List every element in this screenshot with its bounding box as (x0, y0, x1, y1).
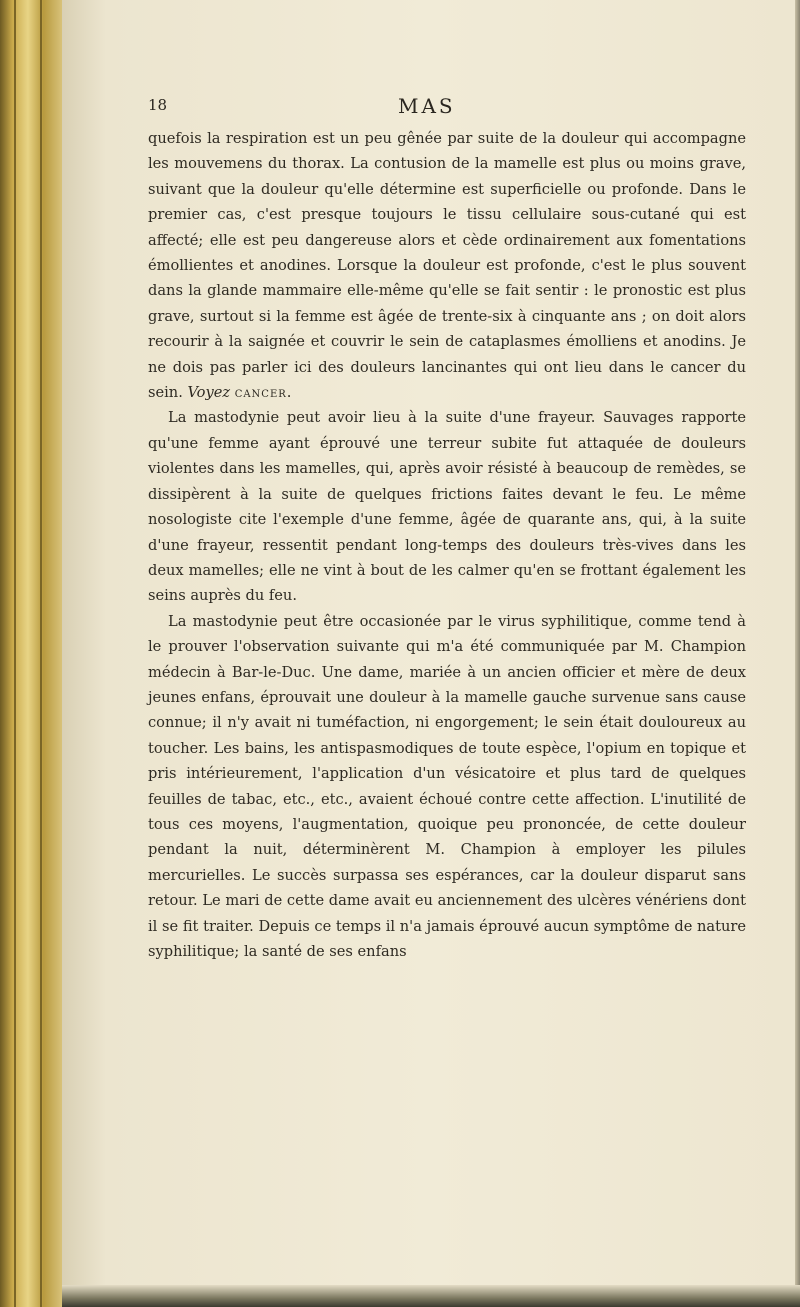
spine-rule (14, 0, 16, 1307)
spine-rule (40, 0, 42, 1307)
running-head: MAS (398, 94, 456, 118)
page-number: 18 (148, 96, 168, 114)
book-spine (0, 0, 62, 1307)
cross-reference-target: cancer. (234, 384, 293, 402)
paragraph: La mastodynie peut être occasionée par le virus syphilitique, comme tend à le prouver l'observation suivante qui m'a été communiquée par M. Champion médecin à Bar-le-Duc. Une dame, mariée à un ancien officier et mère de deux jeunes enfans, éprouvait une douleur à la mamelle gauche survenue sans cause connue; il n'y avait ni tuméfaction, ni engorgement; le sein était douloureux au toucher. Les bains, les antispasmodiques de toute espèce, l'opium en topique et pris intérieurement, l'application d'un vésicatoire et plus tard de quelques feuilles de tabac, etc., etc., avaient échoué contre cette affection. L'inutilité de tous ces moyens, l'augmentation, quoique peu prononcée, de cette douleur pendant la nuit, déterminèrent M. Champion à employer les pilules mercurielles. Le succès surpassa ses espérances, car la douleur disparut sans retour. Le mari de cette dame avait eu anciennement des ulcères vénériens dont il se fit traiter. Depuis ce temps il n'a jamais éprouvé aucun symptôme de nature syphilitique; la santé de ses enfans (148, 612, 746, 960)
paragraph-text: quefois la respiration est un peu gênée par suite de la douleur qui accompagne les mouvemens du thorax. La contusion de la mamelle est plus ou moins grave, suivant que la douleur qu'elle détermine est superficielle ou profonde. Dans le premier cas, c'est presque toujours le tissu cellulaire sous-cutané qui est affecté; elle est peu dangereuse alors et cède ordinairement aux fomentations émollientes et anodines. Lorsque la douleur est profonde, c'est le plus souvent dans la glande mammaire elle-même qu'elle se fait sentir : le pronostic est plus grave, surtout si la femme est âgée de trente-six à cinquante ans ; on doit alors recourir à la saignée et couvrir le sein de cataplasmes émolliens et anodins. Je ne dois pas parler ici des douleurs lancinantes qui ont lieu dans le cancer du sein. (148, 130, 746, 402)
page-header (148, 94, 728, 120)
page-edge (795, 0, 800, 1307)
page-bottom-edge (62, 1285, 800, 1307)
cross-reference-see: Voyez (187, 384, 231, 402)
paragraph (148, 126, 746, 405)
body-text (148, 126, 746, 964)
paragraph: La mastodynie peut avoir lieu à la suite d'une frayeur. Sauvages rapporte qu'une femme ayant éprouvé une terreur subite fut attaquée de douleurs violentes dans les mamelles, qui, après avoir résisté à beaucoup de remèdes, se dissipèrent à la suite de quelques frictions faites devant le feu. Le même nosologiste cite l'exemple d'une femme, âgée de quarante ans, qui, à la suite d'une frayeur, ressentit pendant long-temps des douleurs très-vives dans les deux mamelles; elle ne vint à bout de les calmer qu'en se frottant également les seins auprès du feu. (148, 409, 746, 605)
